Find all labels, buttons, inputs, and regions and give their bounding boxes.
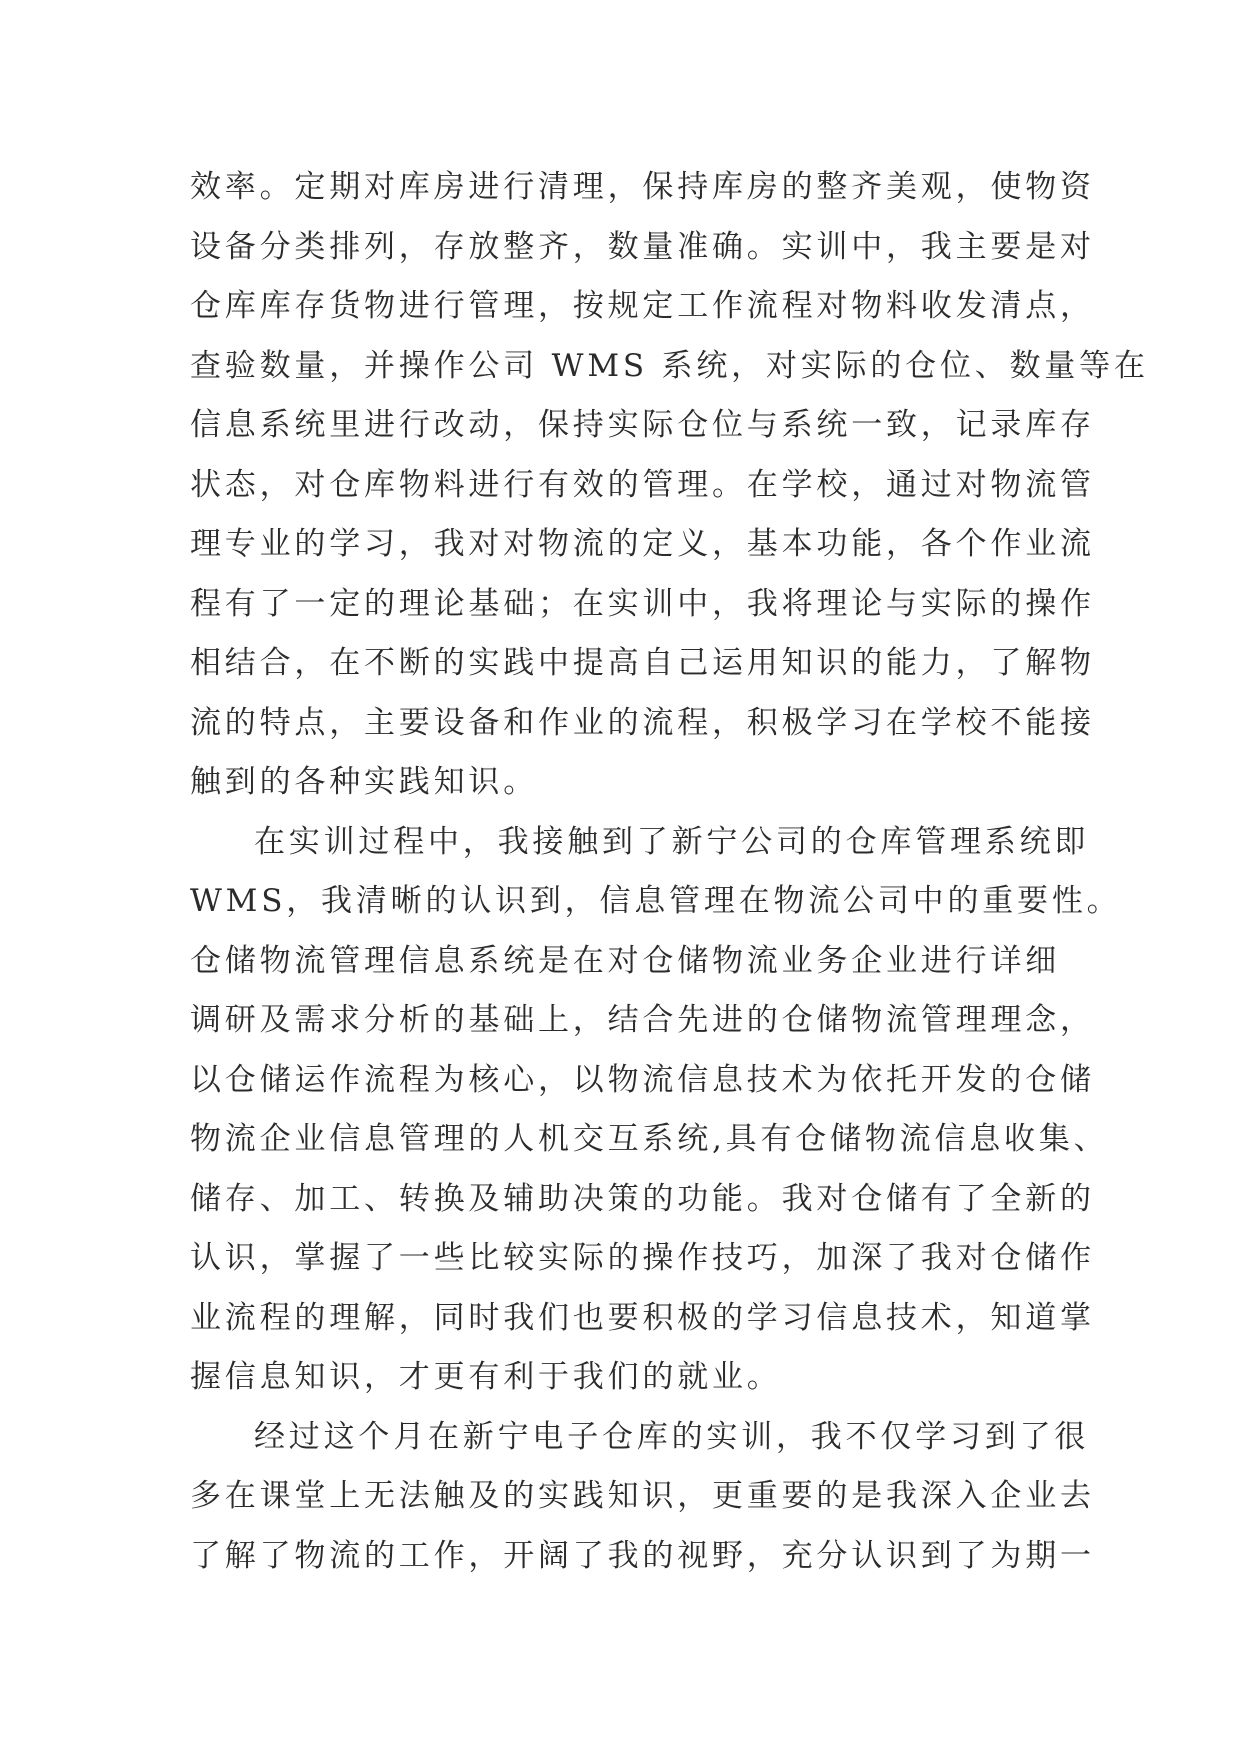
text-line: 物流企业信息管理的人机交互系统,具有仓储物流信息收集、 xyxy=(190,1121,1109,1157)
paragraph-first-line: 经过这个月在新宁电子仓库的实训，我不仅学习到了很 xyxy=(254,1418,1090,1455)
text-line: 多在课堂上无法触及的实践知识，更重要的是我深入企业去 xyxy=(190,1478,1095,1514)
text-line: 认识，掌握了一些比较实际的操作技巧，加深了我对仓储作 xyxy=(190,1240,1095,1276)
paragraph-first-line: 在实训过程中，我接触到了新宁公司的仓库管理系统即 xyxy=(254,823,1090,860)
text-line: 相结合，在不断的实践中提高自己运用知识的能力，了解物 xyxy=(190,645,1095,681)
text-line: 理专业的学习，我对对物流的定义，基本功能，各个作业流 xyxy=(190,526,1095,562)
text-line: 信息系统里进行改动，保持实际仓位与系统一致，记录库存 xyxy=(190,407,1095,443)
text-line: 以仓储运作流程为核心，以物流信息技术为依托开发的仓储 xyxy=(190,1061,1095,1098)
text-line: 仓储物流管理信息系统是在对仓储物流业务企业进行详细 xyxy=(190,942,1060,979)
text-line: 储存、加工、转换及辅助决策的功能。我对仓储有了全新的 xyxy=(190,1180,1095,1217)
text-line: 状态，对仓库物料进行有效的管理。在学校，通过对物流管 xyxy=(190,466,1095,503)
text-line: 握信息知识，才更有利于我们的就业。 xyxy=(190,1359,782,1395)
text-line: 设备分类排列，存放整齐，数量准确。实训中，我主要是对 xyxy=(190,228,1095,265)
text-line: 程有了一定的理论基础；在实训中，我将理论与实际的操作 xyxy=(190,585,1095,622)
text-line: WMS，我清晰的认识到，信息管理在物流公司中的重要性。 xyxy=(190,883,1122,919)
text-line: 业流程的理解，同时我们也要积极的学习信息技术，知道掌 xyxy=(190,1299,1095,1336)
text-line: 了解了物流的工作，开阔了我的视野，充分认识到了为期一 xyxy=(190,1537,1095,1574)
text-line: 触到的各种实践知识。 xyxy=(190,764,538,800)
body-text xyxy=(190,158,1149,1586)
text-line: 效率。定期对库房进行清理，保持库房的整齐美观，使物资 xyxy=(190,169,1095,205)
text-line: 查验数量，并操作公司 WMS 系统，对实际的仓位、数量等在 xyxy=(190,347,1149,384)
text-line: 流的特点，主要设备和作业的流程，积极学习在学校不能接 xyxy=(190,704,1095,741)
text-line: 调研及需求分析的基础上，结合先进的仓储物流管理理念， xyxy=(190,1002,1095,1038)
text-line: 仓库库存货物进行管理，按规定工作流程对物料收发清点， xyxy=(190,288,1095,324)
